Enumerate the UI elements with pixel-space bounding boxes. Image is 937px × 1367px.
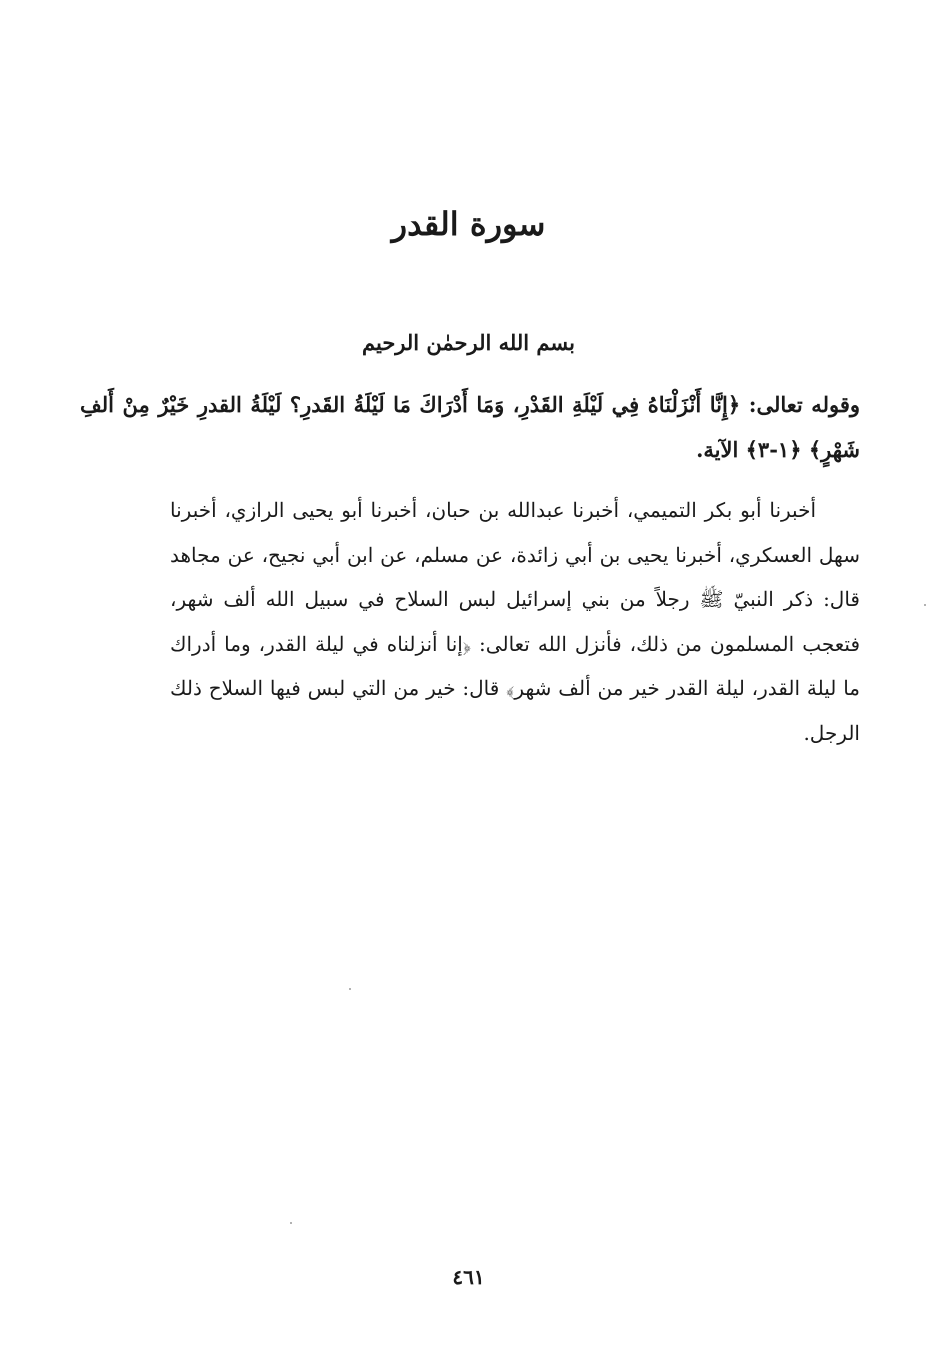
scan-speck — [349, 988, 351, 990]
narration-paragraph: أخبرنا أبو بكر التميمي، أخبرنا عبدالله بن حبان، أخبرنا أبو يحيى الرازي، أخبرنا سهل العسكري، أخبرنا يحيى بن أبي زائدة، عن مسلم، عن ابن أبي نجيح، عن مجاهد قال: ذكر النبيّ ﷺ رجلاً من بني إسرائيل لبس السلاح في سبيل الله ألف شهر، فتعجب المسلمون من ذلك، فأنزل الله تعالى: ﴿إنا أنزلناه في ليلة القدر، وما أدراك ما ليلة القدر، ليلة القدر خير من ألف شهر﴾ قال: خير من التي لبس فيها السلاح ذلك الرجل. — [170, 498, 861, 745]
surah-title: سورة القدر — [391, 205, 546, 243]
basmala: بسم الله الرحمٰن الرحيم — [362, 330, 575, 355]
verse-intro: وقوله تعالى: ﴿إِنَّا أَنْزَلْنَاهُ فِي لَيْلَةِ القَدْرِ، وَمَا أَدْرَاكَ مَا لَيْلَةُ القَدرِ؟ لَيْلَةُ القدرِ خَيْرٌ مِنْ أَلفِ شَهْرٍ﴾ ﴿١-٣﴾ الآية. — [80, 392, 860, 462]
page-number: ٤٦١ — [452, 1265, 485, 1289]
scan-speck — [290, 1222, 292, 1224]
scan-speck — [924, 604, 926, 606]
